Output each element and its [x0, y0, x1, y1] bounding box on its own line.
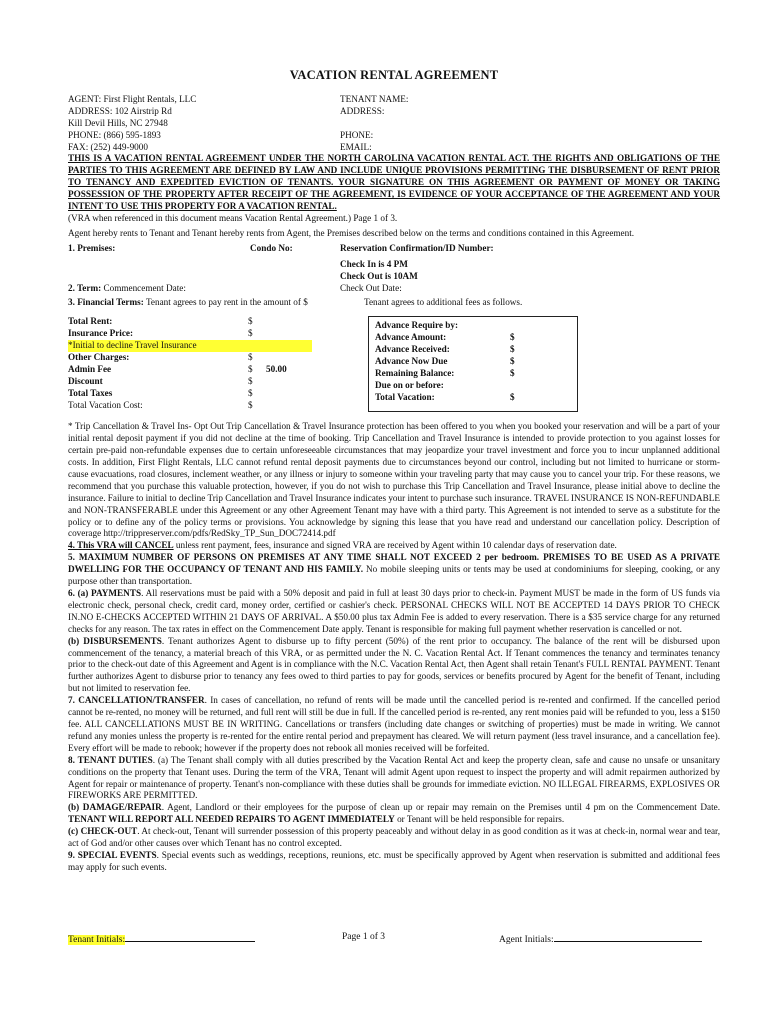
agent-fax: FAX: (252) 449-9000	[68, 141, 148, 152]
section-8b: (b) DAMAGE/REPAIR. Agent, Landlord or their employees for the purpose of clean up or repair may remain on the Premises until 4 pm on the Commencement Date. TENANT WILL REPORT ALL NEEDED REPAIRS TO AGENT IMMEDIATELY or Tenant will be held responsible for repairs.	[68, 802, 721, 825]
term-label: 2. Term:	[68, 282, 102, 293]
premises-label: 1. Premises:	[68, 242, 116, 253]
checkout-time: Check Out is 10AM	[340, 270, 418, 281]
decline-insurance-line[interactable]	[68, 340, 368, 352]
charge-line: Total Taxes $	[68, 388, 253, 399]
additional-fees-text: Tenant agrees to additional fees as follows.	[364, 297, 523, 308]
vra-notice: THIS IS A VACATION RENTAL AGREEMENT UNDER THE NORTH CAROLINA VACATION RENTAL ACT. THE RIGHTS AND OBLIGATIONS OF THE PARTIES TO THIS AGREEMENT ARE DEFINED BY LAW AND INCLUDE UNIQUE PROVISIONS PERMITTING THE DISBURSEMENT OF RENT PRIOR TO TENANCY AND EXPEDITED EVICTION OF TENANTS. YOUR SIGNATURE ON THIS AGREEMENT OR PAYMENT OF MONEY OR TAKING POSSESSION OF THE PROPERTY AFTER RECEIPT OF THE AGREEMENT, IS EVIDENCE OF YOUR ACCEPTANCE OF THE AGREEMENT AND YOUR INTENT TO USE THIS PROPERTY FOR A VACATION RENTAL.	[68, 153, 720, 212]
agent-name: AGENT: First Flight Rentals, LLC	[68, 93, 197, 104]
trip-insurance-paragraph: * Trip Cancellation & Travel Ins- Opt Out Trip Cancellation & Travel Insurance protection has been offered to you when you booked your reservation and will be a part of your initial rental deposit payment if you did not decline at the time of booking. Trip Cancellation and Travel Insurance is intended to provide protection to you against losses for certain pre-paid non-refundable expenses due to certain unforeseeable circumstances that may jeopardize your travel investment and force you to incur unplanned additional costs. In addition, First Flight Rentals, LLC cannot refund rental deposit payments due to circumstances beyond our control, including but not limited to hurricane or storm-cause evacuations, road closures, inclement weather, or any illness or injury to someone within your traveling party that may cause you to cancel your trip. For these reasons, we recommend that you purchase this valuable protection, however, if you do not wish to purchase this Trip Cancellation and Travel Insurance, please initial above to decline the insurance. Failure to initial to decline Trip Cancellation and Travel Insurance indicates your intent to purchase such insurance. TRAVEL INSURANCE IS NON-REFUNDABLE and NON-TRANSFERABLE under this Agreement or any other Agreement Tenant may have with a third party. This Agreement is not intended to serve as a substitute for the policy or to define any of the policy terms or provisions. You acknowledge by signing this lease that you have read and understand our cancellation policy. Description of coverage http://trippreserver.com/pdfs/RedSky_TP_Sun_DOC72414.pdf	[68, 421, 720, 539]
header-block	[68, 94, 720, 154]
checkout-row	[68, 271, 720, 283]
checkout-date-label: Check Out Date:	[340, 282, 402, 293]
financial-text: Tenant agrees to pay rent in the amount of $	[145, 297, 308, 308]
intro-text: Agent hereby rents to Tenant and Tenant hereby rents from Agent, the Premises described below on the terms and conditions contained in this Agreement.	[68, 227, 635, 238]
tenant-name-field: TENANT NAME:	[340, 93, 409, 104]
charge-line: Discount $	[68, 376, 253, 387]
page-number: Page 1 of 3	[342, 932, 386, 942]
decline-insurance-highlight[interactable]: *Initial to decline Travel Insurance	[68, 340, 312, 352]
agent-initials-field[interactable]	[499, 932, 702, 947]
tenant-initials-field[interactable]	[68, 932, 342, 947]
term-row	[68, 283, 720, 295]
vra-reference: (VRA when referenced in this document means Vacation Rental Agreement.) Page 1 of 3.	[68, 212, 398, 223]
checkin-row	[68, 259, 720, 271]
agent-address: ADDRESS: 102 Airstrip Rd	[68, 105, 172, 116]
charge-line: Insurance Price: $	[68, 328, 253, 339]
commencement-date-label: Commencement Date:	[103, 282, 186, 293]
section-7: 7. CANCELLATION/TRANSFER. In cases of cancellation, no refund of rents will be made until the cancelled period is re-rented and confirmed. If the cancelled period cannot be re-rented, no money will be returned, and full rent will still be due in full. If the cancelled period is re-rented, any rent monies paid will be refunded to you, less a $150 fee. ALL CANCELLATIONS MUST BE IN WRITING. Cancellations or transfers (including date changes or switching of properties) must be made in writing. We cannot refund any monies unless the property is re-rented for the entire rental period and prepayment has cleared. We will return payment (less travel insurance, and a cancellation fee). Every effort will be made to rebook; however if the property does not rebook all monies received will be forfeited.	[68, 695, 720, 753]
checkin-time: Check In is 4 PM	[340, 258, 408, 269]
condo-label: Condo No:	[250, 242, 293, 253]
premises-row	[68, 243, 720, 255]
agent-info	[68, 94, 340, 154]
tenant-initials-label: Tenant Initials:	[68, 935, 126, 945]
tenant-phone-field: PHONE:	[340, 129, 374, 140]
agent-initials-line[interactable]	[554, 932, 702, 942]
section-4: 4. This VRA will CANCEL unless rent payment, fees, insurance and signed VRA are received by Agent within 10 calendar days of reservation date.	[68, 540, 617, 551]
reservation-id-label: Reservation Confirmation/ID Number:	[340, 242, 494, 253]
section-6b: (b) DISBURSEMENTS. Tenant authorizes Agent to disburse up to fifty percent (50%) of the rent prior to occupancy. The balance of the rent will be disbursed upon commencement of the tenancy, a material breach of this VRA, or as permitted under the N. C. Vacation Rental Act. If Tenant commences the tenancy and terminates tenancy prior to the check-out date of this Agreement and Agent is in compliance with the N.C. Vacation Rental Act, then Agent shall retain Tenant's FULL RENTAL PAYMENT. Tenant further authorizes Agent to disburse prior to tenancy any fees owed to third parties to pay for goods, services or benefits procured by Agent for the benefit of Tenant, including but not limited to reservation fee.	[68, 635, 721, 694]
agent-phone: PHONE: (866) 595-1893	[68, 129, 161, 140]
document-title: VACATION RENTAL AGREEMENT	[289, 68, 499, 82]
charge-line: Total Vacation Cost: $	[68, 400, 253, 411]
charges-list	[68, 316, 368, 412]
page-footer	[68, 932, 720, 947]
tenant-info	[340, 94, 720, 154]
section-8a: 8. TENANT DUTIES. (a) The Tenant shall comply with all duties prescribed by the Vacation Rental Act and keep the property clean, safe and cause no unsafe or unsanitary conditions on the property that Tenant uses. During the term of the VRA, Tenant will admit Agent upon request to inspect the property and will admit repairmen authorized by Agent for repair or maintenance of property. Tenant's non-compliance with these duties shall be grounds for immediate eviction. NO ILLEGAL FIREARMS, EXPLOSIVES OR FIREWORKS ARE PERMITTED.	[68, 754, 720, 801]
financial-row	[68, 297, 720, 309]
admin-fee-value: 50.00	[266, 364, 287, 375]
document-page	[68, 70, 720, 874]
charge-line: Other Charges: $	[68, 352, 253, 363]
section-5: 5. MAXIMUM NUMBER OF PERSONS ON PREMISES AT ANY TIME SHALL NOT EXCEED 2 per bedroom. PREMISES TO BE USED AS A PRIVATE DWELLING FOR THE OCCUPANCY OF TENANT AND HIS FAMILY. No mobile sleeping units or tents may be used at condominiums for sleeping, cooking, or any purpose other than transportation.	[68, 552, 720, 587]
tenant-email-field: EMAIL:	[340, 141, 372, 152]
advance-payment-box: Advance Require by: Advance Amount: $ Advance Received: $ Advance Now Due $ Remaining Balance: $ Due on or before: Total Vacation: $	[368, 316, 578, 412]
financial-block	[68, 312, 720, 412]
agent-initials-label: Agent Initials:	[499, 935, 554, 945]
section-8c: (c) CHECK-OUT. At check-out, Tenant will surrender possession of this property peaceably and without delay in as good condition as it was at check-in, normal wear and tear, act of God and/or other causes over which Tenant has no control excepted.	[68, 826, 721, 849]
tenant-address-field: ADDRESS:	[340, 105, 385, 116]
charge-line: Admin Fee $ 50.00	[68, 364, 287, 375]
financial-label: 3. Financial Terms:	[68, 297, 144, 308]
agent-city: Kill Devil Hills, NC 27948	[68, 117, 168, 128]
section-6a: 6. (a) PAYMENTS. All reservations must be paid with a 50% deposit and paid in full at least 30 days prior to check-in. Payment MUST be made in the form of US funds via electronic check, personal check, credit card, money order, certified or cashier's check. PERSONAL CHECKS WILL NOT BE ACCEPTED 14 DAYS PRIOR TO CHECK IN.NO E-CHECKS ACCEPTED WITHIN 21 DAYS OF ARRIVAL. A $50.00 plus tax Admin Fee is added to every reservation. There is a $35 service charge for any returned checks for any reason. The tax rates in effect on the Commencement Date apply. Tenant is responsible for making full payment whether reservation is cancelled or not.	[68, 588, 720, 634]
tenant-initials-line[interactable]	[125, 932, 255, 942]
section-9: 9. SPECIAL EVENTS. Special events such as weddings, receptions, reunions, etc. must be specifically approved by Agent when reservation is submitted and additional fees may apply for such events.	[68, 849, 720, 872]
charge-line: Total Rent: $	[68, 316, 253, 327]
